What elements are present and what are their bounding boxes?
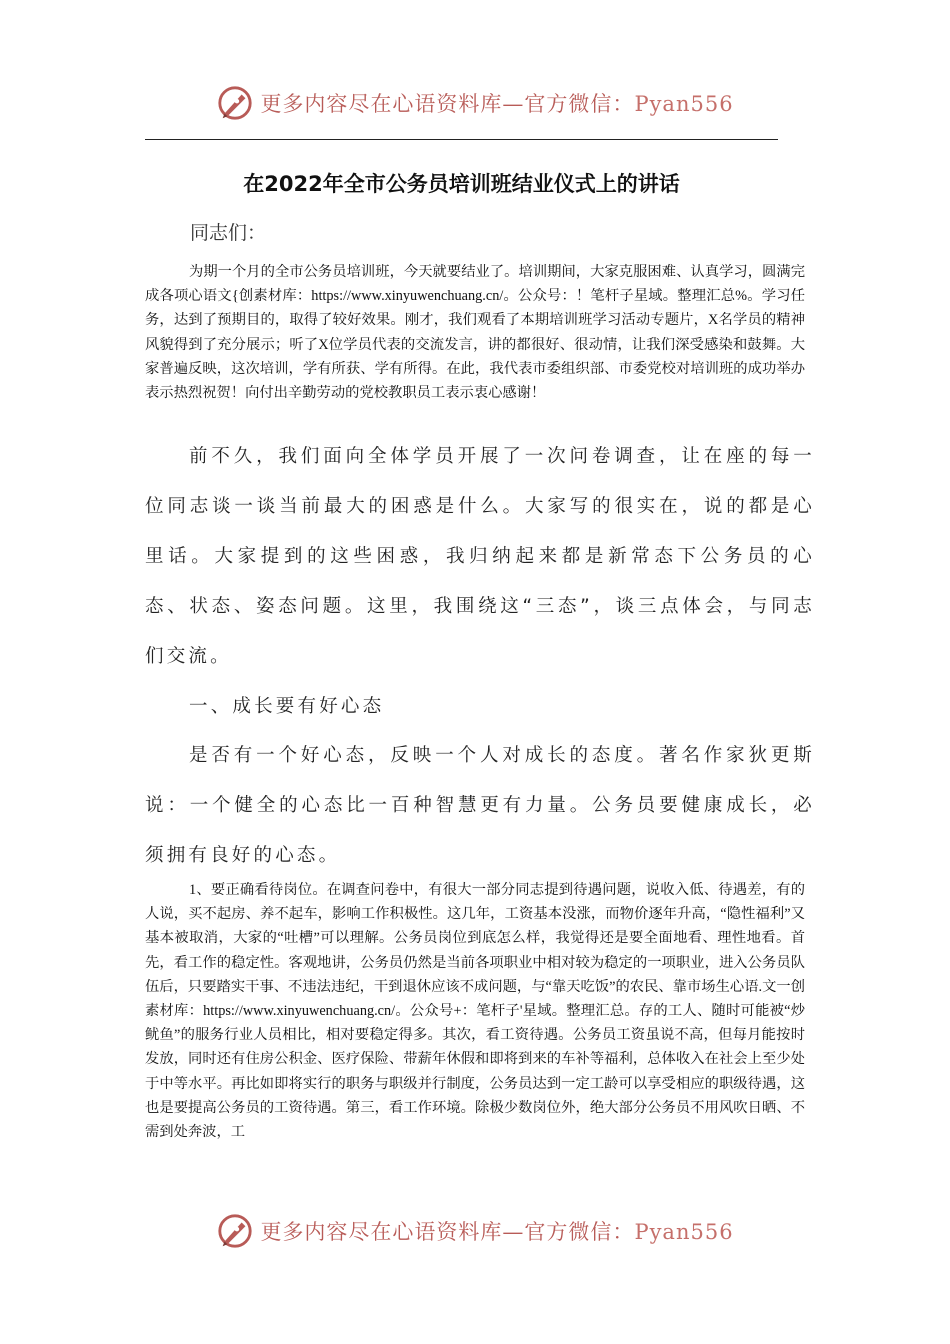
banner-text: 更多内容尽在心语资料库—官方微信：Pyan556 (260, 1220, 734, 1244)
salutation: 同志们： (190, 222, 267, 244)
footer-banner (0, 1206, 950, 1256)
pen-logo-icon (216, 84, 254, 122)
header-banner (0, 78, 950, 128)
paragraph-4: 1、要正确看待岗位。在调查问卷中，有很大一部分同志提到待遇问题，说收入低、待遇差，有的人说，买不起房、养不起车，影响工作积极性。这几年，工资基本没涨，而物价逐年升高，“隐性福利”又基本被取消，大家的“吐槽”可以理解。公务员岗位到底怎么样，我觉得还是要全面地看、理性地看。首先，看工作的稳定性。客观地讲，公务员仍然是当前各项职业中相对较为稳定的一项职业，进入公务员队伍后，只要踏实干事、不违法违纪，干到退休应该不成问题，与“靠天吃饭”的农民、靠市场生心语.文一创素材库：https://www.xinyuwenchuang.cn/。公众号+：笔杆子'星域。整理汇总。存的工人、随时可能被“炒鱿鱼”的服务行业人员相比，相对要稳定得多。其次，看工资待遇。公务员工资虽说不高，但每月能按时发放，同时还有住房公积金、医疗保险、带薪年休假和即将到来的车补等福利，总体收入在社会上至少处于中等水平。再比如即将实行的职务与职级并行制度，公务员达到一定工龄可以享受相应的职级待遇，这也是要提高公务员的工资待遇。第三，看工作环境。除极少数岗位外，绝大部分公务员不用风吹日晒、不需到处奔波，工 (145, 882, 805, 1141)
header-divider (145, 139, 778, 140)
document-title: 在2022年全市公务员培训班结业仪式上的讲话 (243, 172, 680, 196)
paragraph-2: 前不久，我们面向全体学员开展了一次问卷调查，让在座的每一位同志谈一谈当前最大的困惑是什么。大家写的很实在，说的都是心里话。大家提到的这些困惑，我归纳起来都是新常态下公务员的心态、状态、姿态问题。这里，我围绕这“三态”，谈三点体会，与同志们交流。 (145, 446, 815, 667)
banner-text: 更多内容尽在心语资料库—官方微信：Pyan556 (260, 92, 734, 116)
paragraph-1: 为期一个月的全市公务员培训班，今天就要结业了。培训期间，大家克服困难、认真学习，圆满完成各项心语文{创素材库：https://www.xinyuwenchuang.cn/。公众号：！笔杆子星域。整理汇总%。学习任务，达到了预期目的，取得了较好效果。刚才，我们观看了本期培训班学习活动专题片，X名学员的精神风貌得到了充分展示；听了X位学员代表的交流发言，讲的都很好、很动情，让我们深受感染和鼓舞。大家普遍反映，这次培训，学有所获、学有所得。在此，我代表市委组织部、市委党校对培训班的成功举办表示热烈祝贺！向付出辛勤劳动的党校教职员工表示衷心感谢！ (145, 264, 805, 402)
wechat-id: Pyan556 (634, 1220, 734, 1244)
paragraph-3: 是否有一个好心态，反映一个人对成长的态度。著名作家狄更斯说：一个健全的心态比一百种智慧更有力量。公务员要健康成长，必须拥有良好的心态。 (145, 745, 815, 866)
wechat-id: Pyan556 (634, 92, 734, 116)
pen-logo-icon (216, 1212, 254, 1250)
section-heading-1: 一、成长要有好心态 (189, 696, 385, 717)
